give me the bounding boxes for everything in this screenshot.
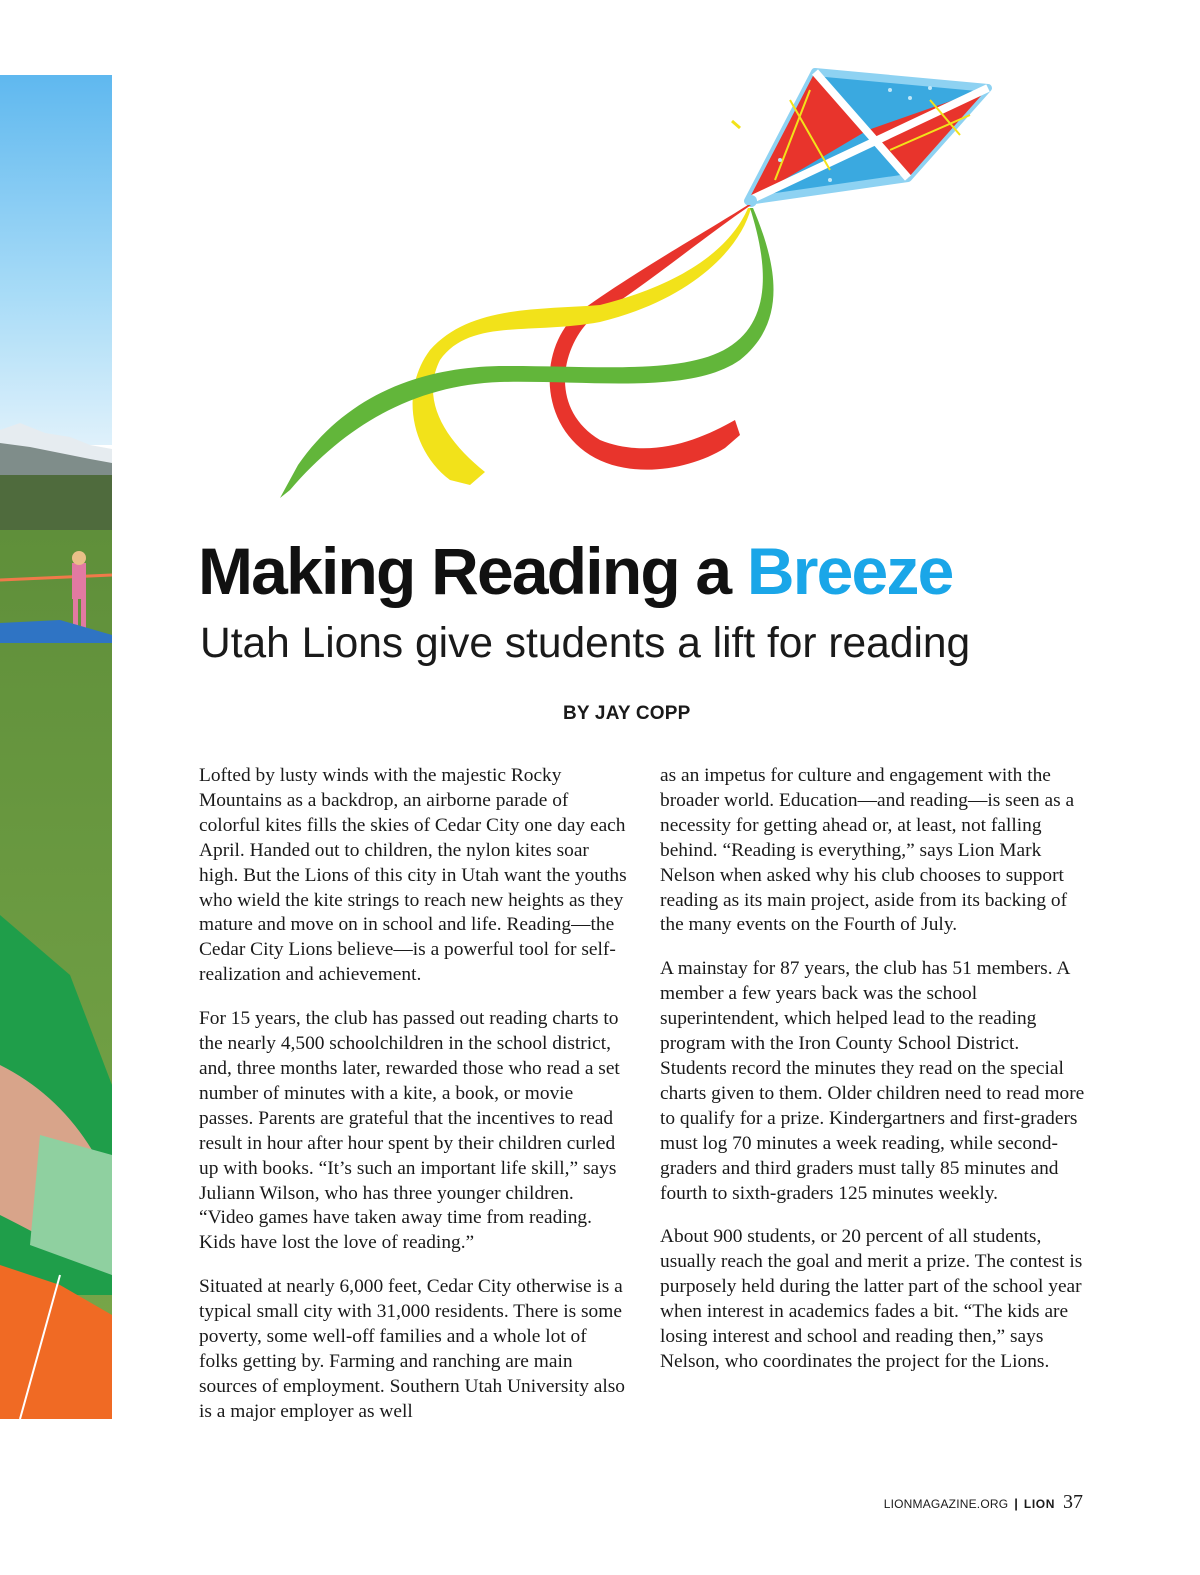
right-column bbox=[660, 764, 1090, 1394]
paragraph: as an impetus for culture and engagement with the broader world. Education—and reading—is seen as a necessity for getting ahead or, at least, not falling behind. “Reading is everything,” says Lion Mark Nelson when asked why his club chooses to support reading as its main project, aside from its backing of the many events on the Fourth of July. bbox=[660, 765, 1075, 936]
footer-separator: | bbox=[1014, 1496, 1018, 1511]
paragraph: For 15 years, the club has passed out reading charts to the nearly 4,500 schoolchildren in the school district, and, three months later, rewarded those who read a set number of minutes with a kite, a book, or movie passes. Parents are grateful that the incentives to read result in hour after hour spent by their children curled up with books. “It’s such an important life skill,” says Juliann Wilson, who has three younger children. “Video games have taken away time from reading. Kids have lost the love of reading.” bbox=[199, 1008, 620, 1254]
left-column bbox=[199, 764, 629, 1444]
paragraph: About 900 students, or 20 percent of all students, usually reach the goal and merit a prize. The contest is purposely held during the latter part of the school year when interest in academics fades a bit. “The kids are losing interest and school and reading then,” says Nelson, who coordinates the project for the Lions. bbox=[660, 1226, 1083, 1372]
paragraph: Lofted by lusty winds with the majestic Rocky Mountains as a backdrop, an airborne parade of colorful kites fills the skies of Cedar City one day each April. Handed out to children, the nylon kites soar high. But the Lions of this city in Utah want the youths who wield the kite strings to reach new heights as they mature and move on in school and life. Reading—the Cedar City Lions believe—is a powerful tool for self-realization and achievement. bbox=[199, 765, 627, 986]
footer-magazine: LION bbox=[1023, 1497, 1055, 1511]
article-title-main: Making Reading a bbox=[198, 534, 747, 608]
kite-festival-photo bbox=[0, 75, 112, 1419]
article-title-accent: Breeze bbox=[746, 534, 953, 608]
paragraph: A mainstay for 87 years, the club has 51 members. A member a few years back was the school superintendent, which helped lead to the reading program with the Iron County School District. Students record the minutes they read on the special charts given to them. Older children need to read more to qualify for a prize. Kindergartners and first-graders must log 70 minutes a week reading, while second-graders and third graders must tally 85 minutes and fourth to sixth-graders 125 minutes weekly. bbox=[660, 958, 1085, 1204]
article-title bbox=[198, 534, 1118, 608]
byline: BY JAY COPP bbox=[563, 703, 691, 724]
page-footer bbox=[884, 1491, 1083, 1514]
kite-illustration bbox=[270, 60, 1010, 510]
footer-site: LIONMAGAZINE.ORG bbox=[883, 1497, 1009, 1511]
page-number: 37 bbox=[1063, 1491, 1083, 1513]
kite-body bbox=[748, 72, 988, 201]
article-subtitle: Utah Lions give students a lift for reading bbox=[200, 620, 971, 667]
paragraph: Situated at nearly 6,000 feet, Cedar City otherwise is a typical small city with 31,000 residents. There is some poverty, some well-off families and a whole lot of folks getting by. Farming and ranching are main sources of employment. Southern Utah University also is a major employer as well bbox=[199, 1276, 625, 1422]
red-ribbon bbox=[550, 205, 751, 470]
